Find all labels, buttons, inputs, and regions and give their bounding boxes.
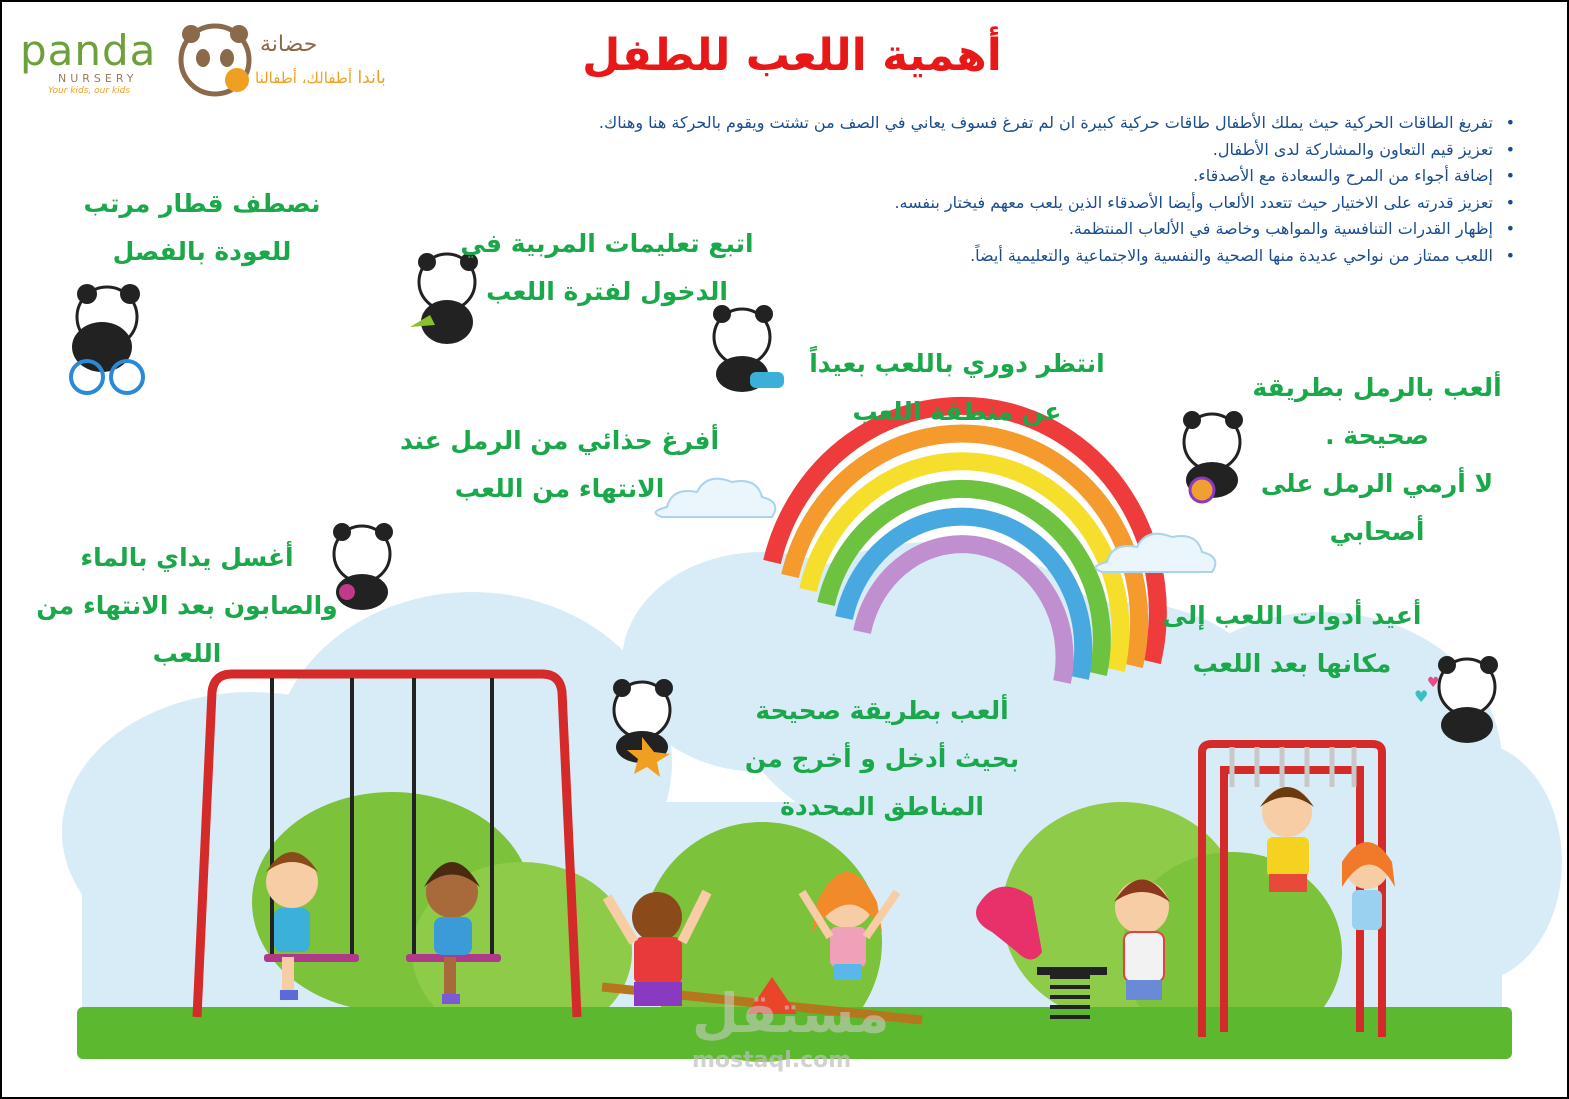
tip-line: أعيد أدوات اللعب إلى	[1162, 601, 1422, 630]
tip-line: مكانها بعد اللعب	[1192, 649, 1392, 678]
tip-line: للعودة بالفصل	[112, 237, 292, 266]
list-item: • تعزيز قدرته على الاختيار حيث تتعدد الألعاب وأيضا الأصدقاء الذين يلعب معهم فيختار بنفسه.	[415, 190, 1515, 217]
tip-play	[717, 687, 1047, 831]
tip-line: ألعب بالرمل بطريقة	[1252, 373, 1502, 402]
tip-line: الانتهاء من اللعب	[454, 474, 665, 503]
tip-line: اللعب	[152, 639, 222, 668]
tip-line: والصابون بعد الانتهاء من	[36, 591, 338, 620]
tip-shoes	[397, 417, 722, 513]
nursery-logo	[20, 20, 400, 100]
watermark-arabic: مستقل	[692, 982, 890, 1045]
tip-line: ألعب بطريقة صحيحة	[755, 696, 1009, 725]
tip-line: نصطف قطار مرتب	[83, 189, 321, 218]
tip-tools	[1152, 592, 1432, 688]
panda-car	[713, 305, 784, 392]
page-title: أهمية اللعب للطفل	[582, 30, 1002, 81]
list-item: • تفريغ الطاقات الحركية حيث يملك الأطفال طاقات حركية كبيرة ان لم تفرغ فسوف يعاني في الصف من تشتت ويقوم بالحركة هنا وهناك.	[415, 110, 1515, 137]
svg-text:♥: ♥	[1427, 675, 1440, 691]
tip-line: أغسل يداي بالماء	[80, 543, 294, 572]
tip-wash	[27, 534, 347, 678]
tip-line: الدخول لفترة اللعب	[486, 277, 728, 306]
tip-line: أفرغ حذائي من الرمل عند	[399, 426, 720, 455]
tip-line: لا أرمي الرمل على	[1260, 469, 1494, 498]
panda-logo-icon	[175, 20, 255, 100]
tip-line: أصحابي	[1329, 517, 1425, 546]
logo-nursery-text: NURSERY	[58, 72, 138, 85]
tip-line: صحيحة .	[1325, 421, 1429, 450]
logo-arabic-slogan: أطفالك، أطفالنا	[255, 69, 353, 87]
tip-line: اتبع تعليمات المربية في	[460, 229, 754, 258]
logo-arabic-name-text: باندا	[357, 68, 386, 88]
list-item: • اللعب ممتاز من نواحي عديدة منها الصحية والنفسية والاجتماعية والتعليمية أيضاً.	[415, 243, 1515, 270]
list-item: • إضافة أجواء من المرح والسعادة مع الأصدقاء.	[415, 163, 1515, 190]
list-item: • إظهار القدرات التنافسية والمواهب وخاصة في الألعاب المنتظمة.	[415, 216, 1515, 243]
tip-line: بحيث أدخل و أخرج من	[744, 744, 1020, 773]
tip-wait	[802, 340, 1112, 436]
svg-text:♥: ♥	[1414, 687, 1429, 706]
logo-arabic-name	[255, 68, 386, 88]
list-item: • تعزيز قيم التعاون والمشاركة لدى الأطفال.	[415, 137, 1515, 164]
tip-line: انتظر دوري باللعب بعيداً	[809, 349, 1105, 378]
tip-sand	[1247, 364, 1507, 556]
logo-slogan-text: Your kids, our kids	[48, 86, 131, 96]
panda-ball	[1183, 411, 1243, 502]
logo-latin-text: panda	[20, 26, 157, 75]
tip-train	[72, 180, 332, 276]
logo-arabic-top: حضانة	[260, 32, 318, 57]
watermark: mostaql.com	[692, 1048, 852, 1073]
panda-bike	[71, 284, 143, 393]
tip-line: المناطق المحددة	[780, 792, 984, 821]
tip-line: عن منطقة اللعب	[852, 397, 1062, 426]
tip-follow	[452, 220, 762, 316]
